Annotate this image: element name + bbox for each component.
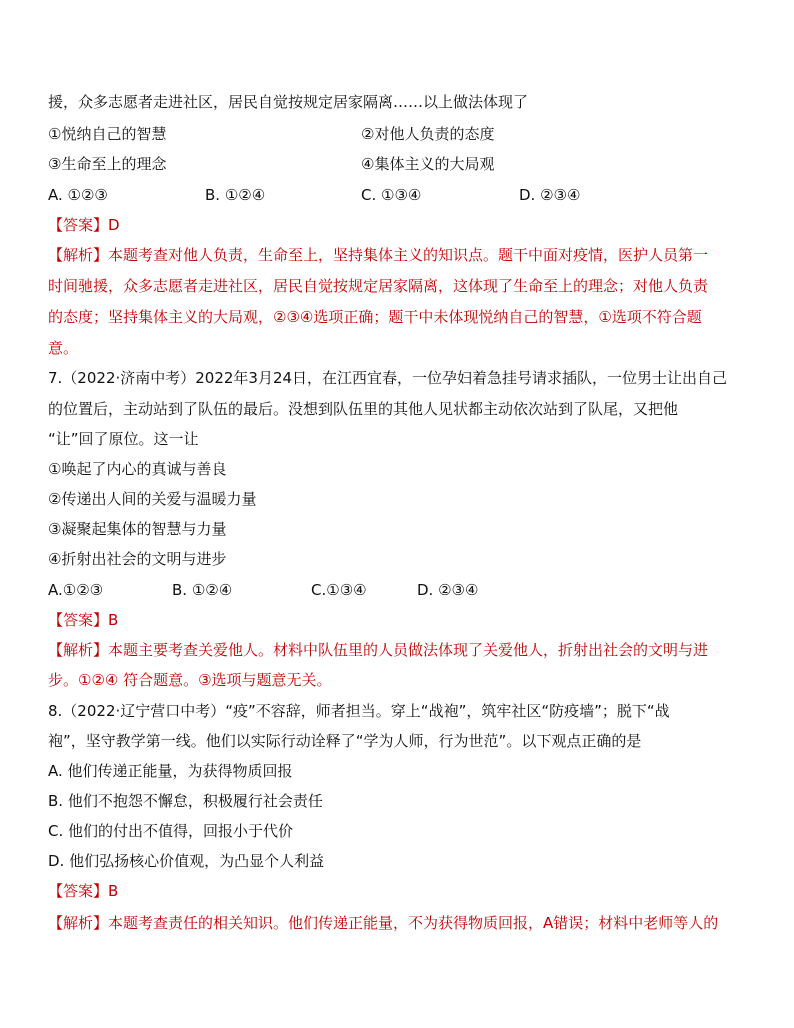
- q6-analysis-tag: 【解析】: [48, 246, 109, 264]
- q8-analysis-line-1: 【解析】本题考查责任的相关知识。他们传递正能量，不为获得物质回报，A错误；材料中老师等人的: [48, 914, 719, 932]
- q6-analysis-line-3: 的态度；坚持集体主义的大局观，②③④选项正确；题干中未体现悦纳自己的智慧，①选项不符合题: [48, 308, 702, 326]
- q8-option-c: C. 他们的付出不值得，回报小于代价: [48, 822, 294, 840]
- q6-answer-value: D: [108, 216, 120, 234]
- q7-option-b: B. ①②④: [172, 581, 233, 599]
- q7-answer: [48, 610, 758, 630]
- q8-option-b: B. 他们不抱怨不懈怠，积极履行社会责任: [48, 792, 323, 810]
- q6-analysis-line-2: 时间驰援，众多志愿者走进社区，居民自觉按规定居家隔离，这体现了生命至上的理念；对他人负责: [48, 277, 709, 295]
- q6-option-c: C. ①③④: [361, 186, 422, 204]
- q7-analysis-tag: 【解析】: [48, 641, 109, 659]
- q7-analysis-line-2: 步。①②④ 符合题意。③选项与题意无关。: [48, 671, 332, 689]
- q7-stem-line-3: “让”回了原位。这一让: [48, 430, 199, 448]
- q7-answer-tag: 【答案】: [48, 611, 109, 629]
- q8-answer: [48, 881, 758, 901]
- q8-answer-tag: 【答案】: [48, 882, 109, 900]
- q8-analysis-tag: 【解析】: [48, 914, 109, 932]
- q6-option-a: A. ①②③: [48, 186, 108, 204]
- q6-answer: [48, 215, 758, 235]
- q8-option-a: A. 他们传递正能量，为获得物质回报: [48, 762, 293, 780]
- q8-stem-line-1: 8.（2022·辽宁营口中考）“疫”不容辞，师者担当。穿上“战袍”，筑牢社区“防疫墙”；脱下“战: [48, 702, 670, 720]
- q6-choice-4: ④集体主义的大局观: [361, 155, 495, 173]
- q7-choice-4: ④折射出社会的文明与进步: [48, 550, 227, 568]
- q7-choice-3: ③凝聚起集体的智慧与力量: [48, 520, 227, 538]
- q6-choice-2: ②对他人负责的态度: [361, 125, 495, 143]
- q6-option-d: D. ②③④: [519, 186, 581, 204]
- q7-stem-line-2: 的位置后，主动站到了队伍的最后。没想到队伍里的其他人见状都主动依次站到了队尾，又把他: [48, 400, 679, 418]
- q8-stem-line-2: 袍”，坚守教学第一线。他们以实际行动诠释了“学为人师，行为世范”。以下观点正确的是: [48, 732, 642, 750]
- q6-option-b: B. ①②④: [205, 186, 266, 204]
- q6-choice-1: ①悦纳自己的智慧: [48, 125, 167, 143]
- q6-choice-3: ③生命至上的理念: [48, 155, 167, 173]
- q7-answer-value: B: [108, 611, 119, 629]
- q8-answer-value: B: [108, 882, 119, 900]
- q7-choice-2: ②传递出人间的关爱与温暖力量: [48, 490, 257, 508]
- q7-choice-1: ①唤起了内心的真诚与善良: [48, 460, 227, 478]
- q6-answer-tag: 【答案】: [48, 216, 109, 234]
- q6-analysis-line-1: 【解析】本题考查对他人负责，生命至上，坚持集体主义的知识点。题干中面对疫情，医护人员第一: [48, 246, 709, 264]
- q7-analysis-line-1: 【解析】本题主要考查关爱他人。材料中队伍里的人员做法体现了关爱他人，折射出社会的文明与进: [48, 641, 709, 659]
- q7-option-d: D. ②③④: [417, 581, 479, 599]
- q6-analysis-line-4: 意。: [48, 339, 79, 357]
- q7-option-a: A.①②③: [48, 581, 104, 599]
- q8-option-d: D. 他们弘扬核心价值观，为凸显个人利益: [48, 852, 325, 870]
- q7-stem-line-1: 7.（2022·济南中考）2022年3月24日，在江西宜春，一位孕妇着急挂号请求插队，一位男士让出自己: [48, 369, 728, 387]
- q6-stem-tail: 援，众多志愿者走进社区，居民自觉按规定居家隔离……以上做法体现了: [48, 93, 529, 111]
- q7-option-c: C.①③④: [311, 581, 367, 599]
